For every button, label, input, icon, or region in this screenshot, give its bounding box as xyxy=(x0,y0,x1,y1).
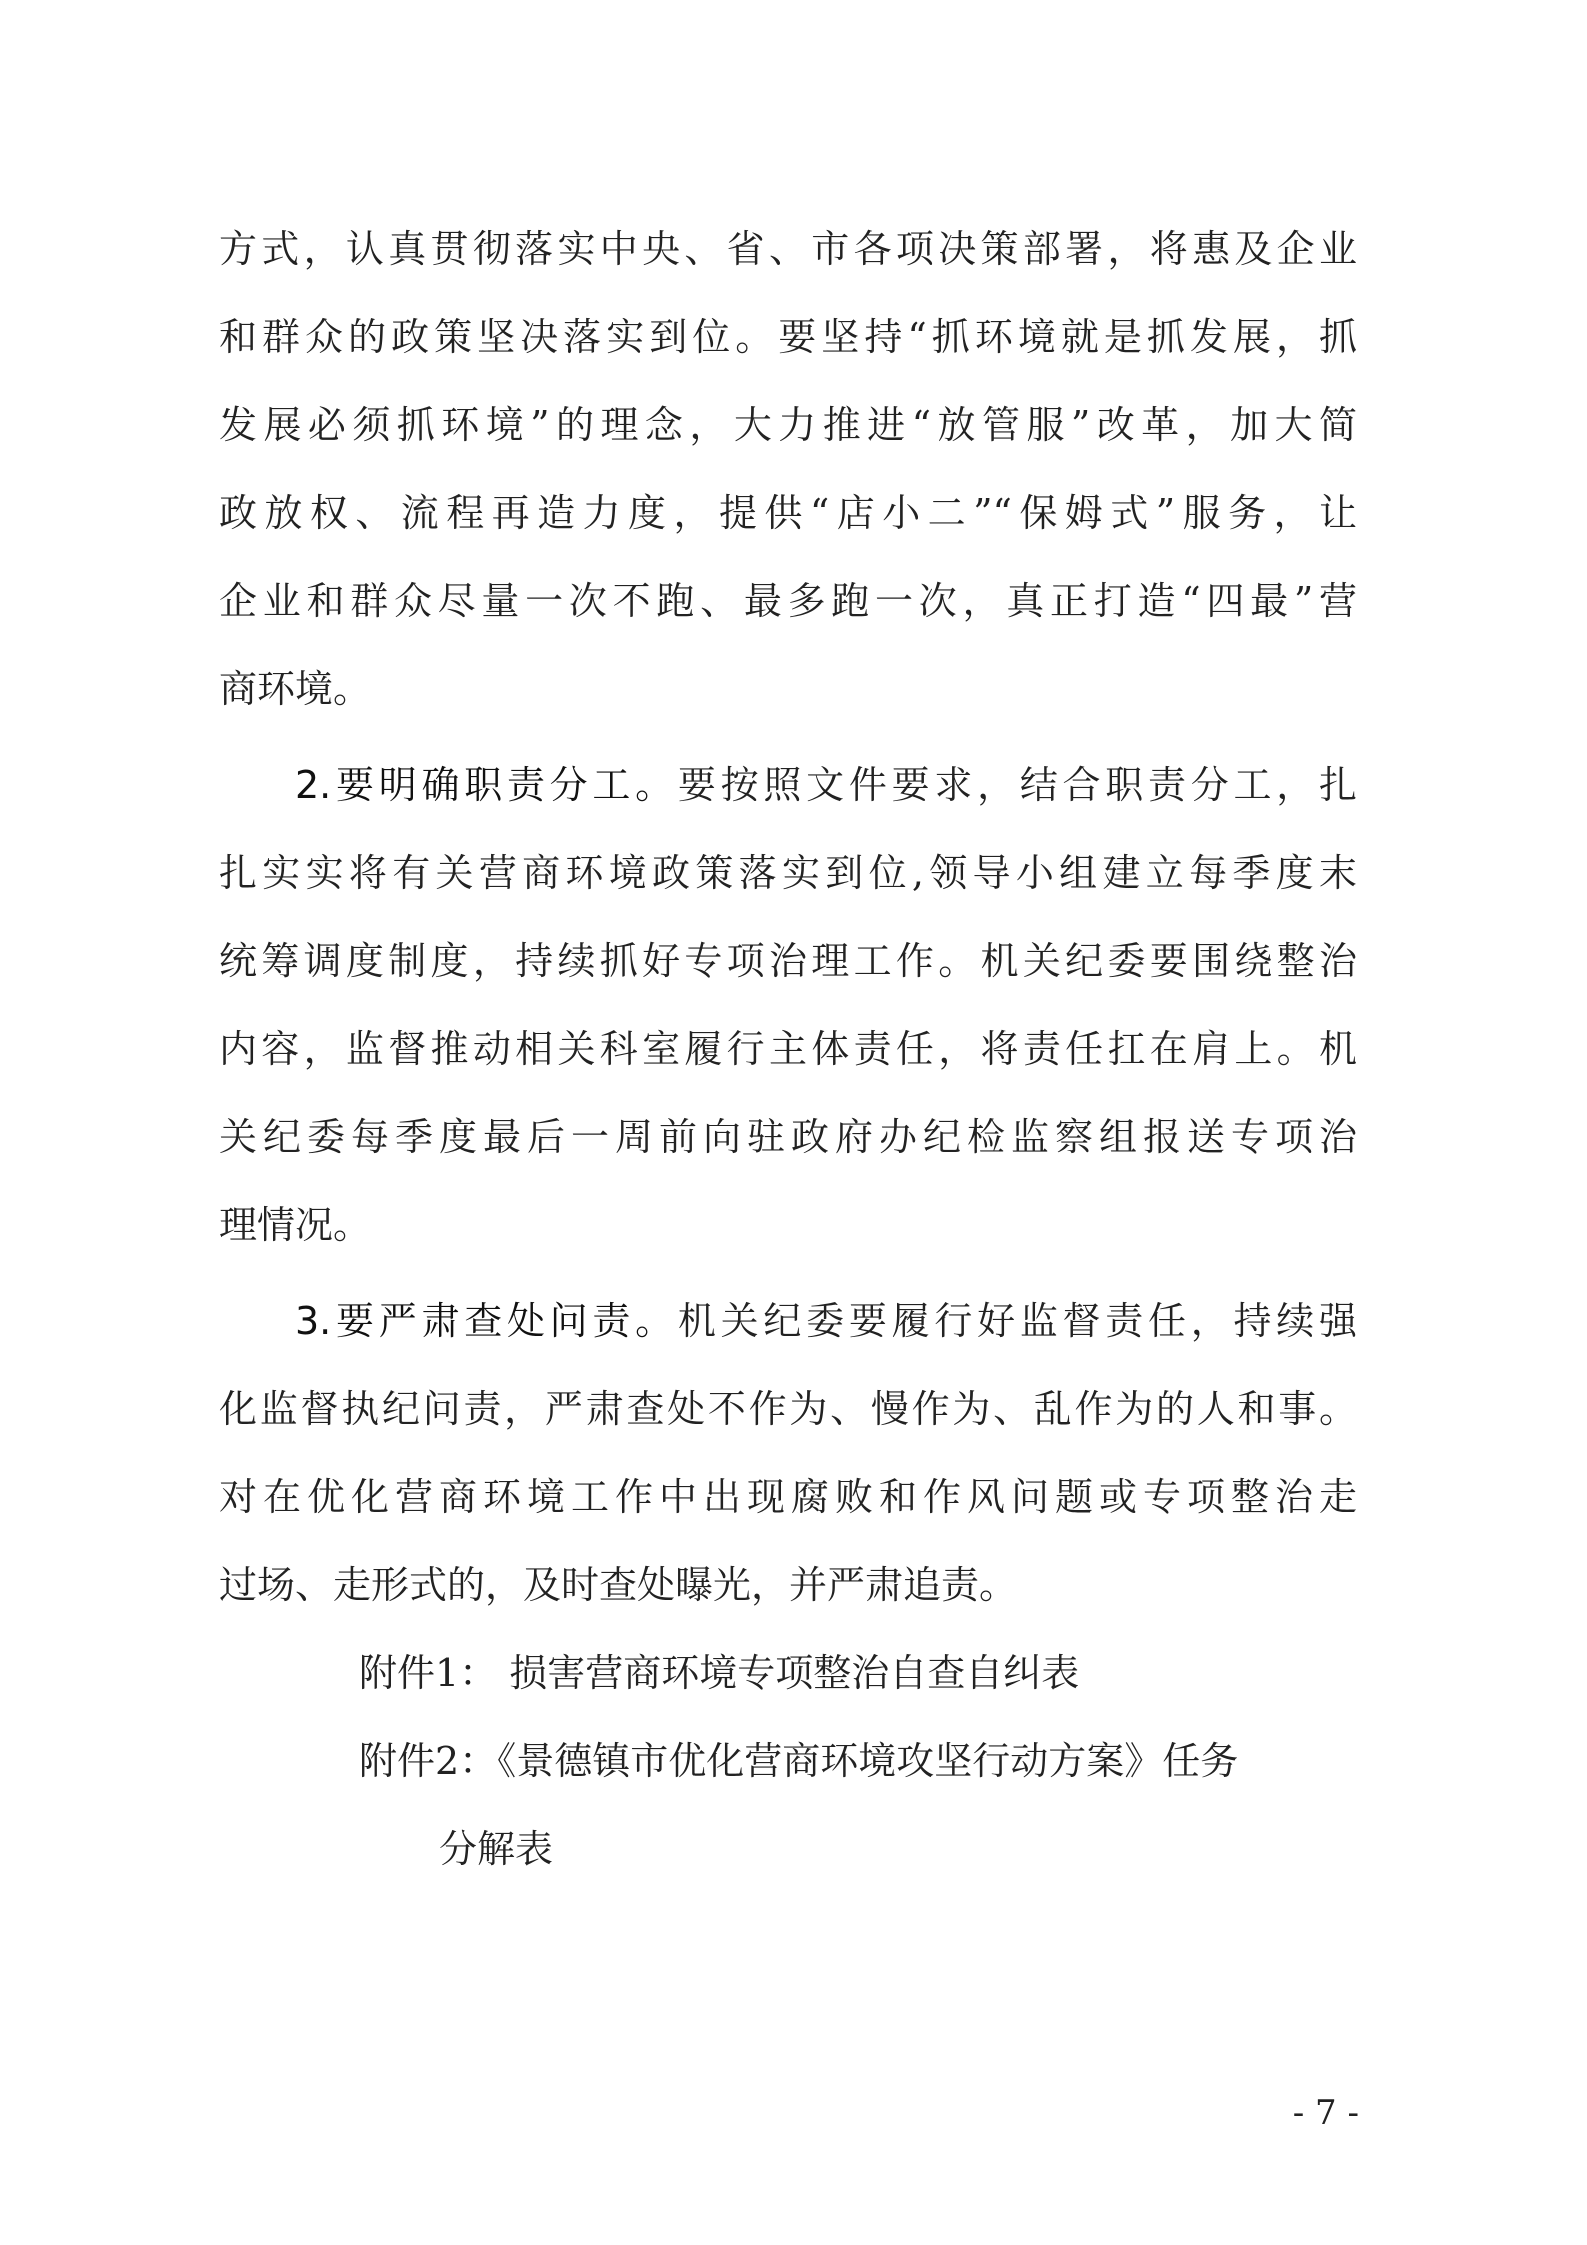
attachment-list xyxy=(219,1629,1357,1893)
paragraph-line: 发展必须抓环境”的理念，大力推进“放管服”改革，加大简 xyxy=(219,403,1357,447)
paragraph-first-line xyxy=(219,1277,1357,1365)
paragraph-line: 对在优化营商环境工作中出现腐败和作风问题或专项整治走 xyxy=(219,1475,1357,1519)
attachment-label: 附件2： xyxy=(359,1739,498,1783)
paragraph-line: 理情况。 xyxy=(219,1203,372,1247)
paragraph-line: 内容，监督推动相关科室履行主体责任，将责任扛在肩上。机 xyxy=(219,1027,1357,1071)
section-heading: 3.要严肃查处问责。 xyxy=(295,1299,678,1343)
attachment-title-continuation: 分解表 xyxy=(439,1827,554,1871)
page-number: - 7 - xyxy=(1292,2093,1359,2133)
paragraph-3 xyxy=(219,1277,1357,1629)
paragraph-text: 机关纪委要履行好监督责任，持续强 xyxy=(677,1299,1357,1343)
paragraph-line: 商环境。 xyxy=(219,667,372,711)
paragraph-line: 化监督执纪问责，严肃查处不作为、慢作为、乱作为的人和事。 xyxy=(219,1387,1357,1431)
attachment-label: 附件1： xyxy=(359,1651,498,1695)
paragraph-line: 关纪委每季度最后一周前向驻政府办纪检监察组报送专项治 xyxy=(219,1115,1357,1159)
paragraph-line: 统筹调度制度，持续抓好专项治理工作。机关纪委要围绕整治 xyxy=(219,939,1357,983)
attachment-item xyxy=(219,1629,1357,1717)
paragraph-line: 扎实实将有关营商环境政策落实到位,领导小组建立每季度末 xyxy=(219,851,1357,895)
paragraph-text: 要按照文件要求，结合职责分工，扎 xyxy=(677,763,1357,807)
paragraph-line: 政放权、流程再造力度，提供“店小二”“保姆式”服务，让 xyxy=(219,491,1357,535)
attachment-title: 《景德镇市优化营商环境攻坚行动方案》任务 xyxy=(497,1739,1239,1783)
section-heading: 2.要明确职责分工。 xyxy=(295,763,678,807)
paragraph-first-line xyxy=(219,741,1357,829)
attachment-item xyxy=(219,1717,1357,1805)
document-body xyxy=(219,205,1357,1893)
attachment-title: 损害营商环境专项整治自查自纠表 xyxy=(509,1651,1080,1695)
paragraph-line: 和群众的政策坚决落实到位。要坚持“抓环境就是抓发展，抓 xyxy=(219,315,1357,359)
paragraph-2 xyxy=(219,741,1357,1269)
paragraph-line: 方式，认真贯彻落实中央、省、市各项决策部署，将惠及企业 xyxy=(219,227,1357,271)
paragraph-1 xyxy=(219,205,1357,733)
paragraph-line: 企业和群众尽量一次不跑、最多跑一次，真正打造“四最”营 xyxy=(219,579,1357,623)
paragraph-line: 过场、走形式的，及时查处曝光，并严肃追责。 xyxy=(219,1563,1018,1607)
